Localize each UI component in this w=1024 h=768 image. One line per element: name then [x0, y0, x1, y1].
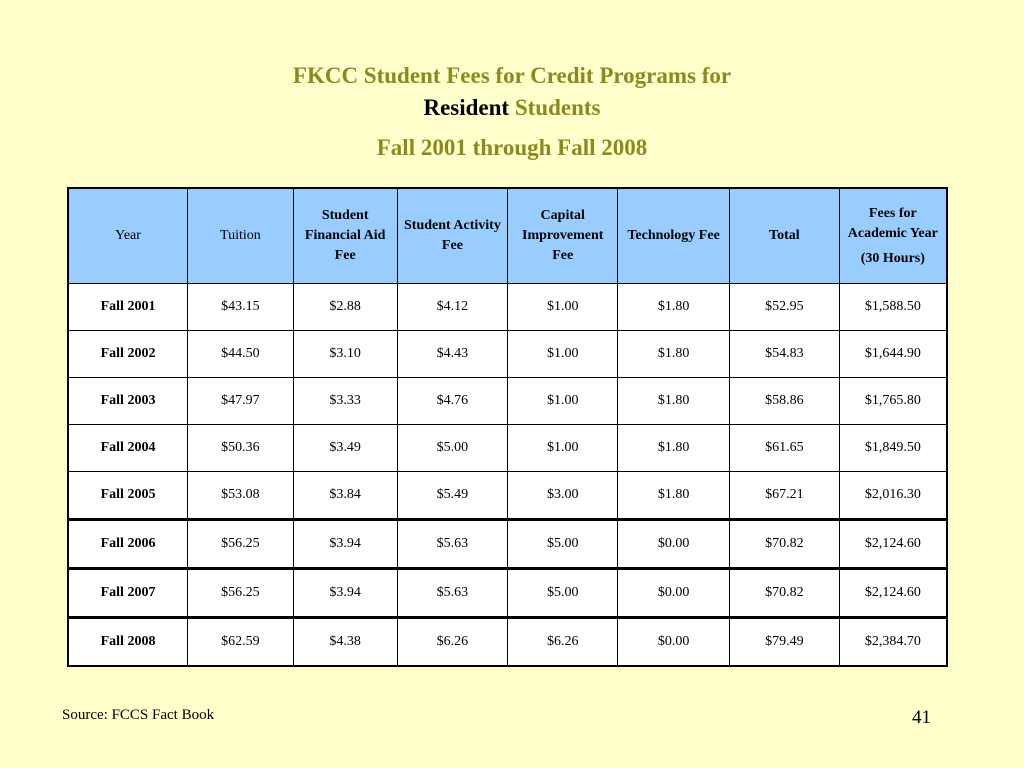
page-number: 41 [912, 707, 931, 728]
title-resident-word: Resident [423, 95, 510, 120]
header-academic-year-fees [839, 188, 947, 284]
header-academic-year-label: Fees for Academic Year [847, 205, 938, 241]
year-cell: Fall 2006 [68, 520, 188, 569]
capital-cell: $1.00 [508, 284, 618, 331]
technology-cell: $0.00 [618, 618, 730, 667]
total-cell: $58.86 [729, 378, 839, 425]
table-row [68, 284, 947, 331]
year-cell: Fall 2002 [68, 331, 188, 378]
academic-year-cell: $1,765.80 [839, 378, 947, 425]
activity-cell: $4.12 [397, 284, 508, 331]
total-cell: $70.82 [729, 520, 839, 569]
capital-cell: $3.00 [508, 472, 618, 520]
technology-cell: $1.80 [618, 284, 730, 331]
total-cell: $67.21 [729, 472, 839, 520]
financial-aid-cell: $3.94 [293, 520, 397, 569]
capital-cell: $1.00 [508, 378, 618, 425]
tuition-cell: $56.25 [188, 520, 294, 569]
total-cell: $52.95 [729, 284, 839, 331]
header-financial-aid-fee: Student Financial Aid Fee [293, 188, 397, 284]
total-cell: $70.82 [729, 569, 839, 618]
financial-aid-cell: $3.94 [293, 569, 397, 618]
financial-aid-cell: $3.33 [293, 378, 397, 425]
activity-cell: $5.63 [397, 569, 508, 618]
capital-cell: $5.00 [508, 569, 618, 618]
activity-cell: $5.63 [397, 520, 508, 569]
total-cell: $79.49 [729, 618, 839, 667]
slide-title-line2 [0, 94, 1024, 122]
financial-aid-cell: $2.88 [293, 284, 397, 331]
academic-year-cell: $1,849.50 [839, 425, 947, 472]
total-cell: $54.83 [729, 331, 839, 378]
slide-title: FKCC Student Fees for Credit Programs for [292, 63, 732, 88]
academic-year-cell: $2,384.70 [839, 618, 947, 667]
year-cell: Fall 2008 [68, 618, 188, 667]
header-capital-improvement-fee: Capital Improvement Fee [508, 188, 618, 284]
header-year: Year [68, 188, 188, 284]
year-cell: Fall 2007 [68, 569, 188, 618]
table-row [68, 569, 947, 618]
table-row [68, 425, 947, 472]
capital-cell: $1.00 [508, 331, 618, 378]
capital-cell: $1.00 [508, 425, 618, 472]
header-tuition: Tuition [188, 188, 294, 284]
header-activity-fee: Student Activity Fee [397, 188, 508, 284]
fees-table [67, 187, 948, 667]
capital-cell: $5.00 [508, 520, 618, 569]
tuition-cell: $44.50 [188, 331, 294, 378]
tuition-cell: $62.59 [188, 618, 294, 667]
activity-cell: $4.43 [397, 331, 508, 378]
activity-cell: $5.49 [397, 472, 508, 520]
technology-cell: $1.80 [618, 378, 730, 425]
table-row [68, 618, 947, 667]
table-row [68, 378, 947, 425]
year-cell: Fall 2001 [68, 284, 188, 331]
table-row [68, 520, 947, 569]
year-cell: Fall 2004 [68, 425, 188, 472]
tuition-cell: $50.36 [188, 425, 294, 472]
header-technology-fee: Technology Fee [618, 188, 730, 284]
title-students-word: Students [509, 95, 601, 120]
technology-cell: $0.00 [618, 520, 730, 569]
activity-cell: $4.76 [397, 378, 508, 425]
academic-year-cell: $2,124.60 [839, 520, 947, 569]
capital-cell: $6.26 [508, 618, 618, 667]
table-header-row [68, 188, 947, 284]
financial-aid-cell: $3.10 [293, 331, 397, 378]
year-cell: Fall 2005 [68, 472, 188, 520]
source-note: Source: FCCS Fact Book [62, 707, 215, 723]
technology-cell: $1.80 [618, 425, 730, 472]
header-academic-year-hours: (30 Hours) [860, 250, 925, 266]
academic-year-cell: $2,124.60 [839, 569, 947, 618]
activity-cell: $6.26 [397, 618, 508, 667]
academic-year-cell: $1,588.50 [839, 284, 947, 331]
tuition-cell: $56.25 [188, 569, 294, 618]
academic-year-cell: $1,644.90 [839, 331, 947, 378]
financial-aid-cell: $4.38 [293, 618, 397, 667]
table-body [68, 284, 947, 667]
slide-subtitle: Fall 2001 through Fall 2008 [376, 135, 648, 160]
activity-cell: $5.00 [397, 425, 508, 472]
total-cell: $61.65 [729, 425, 839, 472]
technology-cell: $0.00 [618, 569, 730, 618]
technology-cell: $1.80 [618, 331, 730, 378]
tuition-cell: $53.08 [188, 472, 294, 520]
table-row [68, 331, 947, 378]
financial-aid-cell: $3.49 [293, 425, 397, 472]
academic-year-cell: $2,016.30 [839, 472, 947, 520]
technology-cell: $1.80 [618, 472, 730, 520]
year-cell: Fall 2003 [68, 378, 188, 425]
table-row [68, 472, 947, 520]
tuition-cell: $47.97 [188, 378, 294, 425]
header-total: Total [729, 188, 839, 284]
financial-aid-cell: $3.84 [293, 472, 397, 520]
tuition-cell: $43.15 [188, 284, 294, 331]
